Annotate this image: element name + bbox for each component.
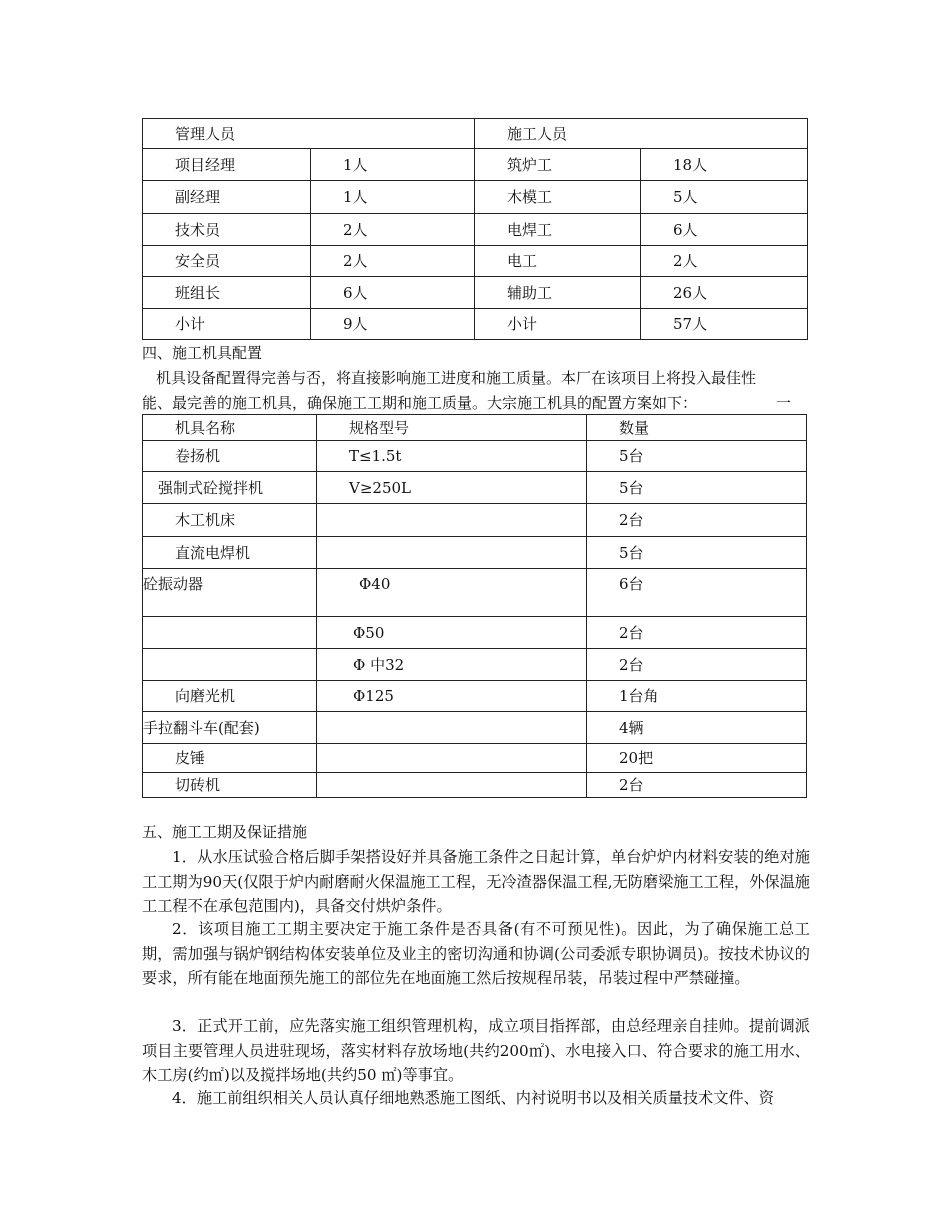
staff-count-cell: 18人 xyxy=(641,149,808,181)
table-row xyxy=(143,649,807,681)
staff-count-cell: 9人 xyxy=(311,309,475,340)
spec-cell: T≤1.5t xyxy=(317,441,587,472)
section5-paragraph-1: 1．从水压试验合格后脚手架搭设好并具备施工条件之日起计算，单台炉炉内材料安装的绝对施工工期为90天(仅限于炉内耐磨耐火保温施工工程，无冷渣器保温工程,无防磨梁施工工程，外保温施工工程不在承包范围内)，具备交付烘炉条件。 xyxy=(142,848,810,915)
machine-name-cell: 皮锤 xyxy=(143,744,317,773)
table-row xyxy=(143,504,807,537)
machine-name-cell: 木工机床 xyxy=(143,504,317,537)
spec-cell xyxy=(317,537,587,569)
staff-count-cell: 26人 xyxy=(641,277,808,309)
staff-count-cell: 2人 xyxy=(641,246,808,277)
table-row xyxy=(143,472,807,504)
machine-name-cell xyxy=(143,617,317,649)
staff-role-cell: 筑炉工 xyxy=(475,149,641,181)
table-row xyxy=(143,441,807,472)
staff-table xyxy=(142,118,808,340)
machine-name-cell: 手拉翻斗车(配套) xyxy=(143,712,317,744)
header-machine-name: 机具名称 xyxy=(143,415,317,441)
staff-role-cell: 电焊工 xyxy=(475,214,641,246)
table-row xyxy=(143,149,808,181)
spec-cell xyxy=(317,504,587,537)
staff-count-cell: 57人 xyxy=(641,309,808,340)
staff-role-cell: 辅助工 xyxy=(475,277,641,309)
section4-intro-line1: 机具设备配置得完善与否，将直接影响施工进度和施工质量。本厂在该项目上将投入最佳性 xyxy=(156,369,757,387)
quantity-cell: 6台 xyxy=(587,569,807,617)
table-row xyxy=(143,277,808,309)
equipment-table xyxy=(142,414,807,798)
staff-count-cell: 5人 xyxy=(641,181,808,214)
spec-cell: Φ40 xyxy=(317,569,587,617)
quantity-cell: 2台 xyxy=(587,649,807,681)
section5-paragraph-3: 3．正式开工前，应先落实施工组织管理机构，成立项目指挥部，由总经理亲自挂帅。提前调派项目主要管理人员进驻现场，落实材料存放场地(共约200㎡)、水电接入口、符合要求的施工用水、木工房(约㎡)以及搅拌场地(共约50 ㎡)等事宜。 xyxy=(142,1017,810,1084)
table-row xyxy=(143,214,808,246)
staff-role-cell: 木模工 xyxy=(475,181,641,214)
staff-count-cell: 2人 xyxy=(311,214,475,246)
quantity-cell: 5台 xyxy=(587,537,807,569)
machine-name-cell: 强制式砼搅拌机 xyxy=(143,472,317,504)
section5-heading: 五、施工工期及保证措施 xyxy=(142,823,308,841)
spec-cell xyxy=(317,744,587,773)
table-row xyxy=(143,744,807,773)
spec-cell: Φ50 xyxy=(317,617,587,649)
quantity-cell: 5台 xyxy=(587,441,807,472)
table-row xyxy=(143,617,807,649)
quantity-cell: 2台 xyxy=(587,504,807,537)
staff-role-cell: 电工 xyxy=(475,246,641,277)
staff-role-cell: 副经理 xyxy=(143,181,311,214)
spec-cell xyxy=(317,712,587,744)
table-row xyxy=(143,246,808,277)
staff-role-cell: 项目经理 xyxy=(143,149,311,181)
staff-count-cell: 1人 xyxy=(311,181,475,214)
section4-heading: 四、施工机具配置 xyxy=(142,344,263,362)
header-quantity: 数量 xyxy=(587,415,807,441)
machine-name-cell: 卷扬机 xyxy=(143,441,317,472)
staff-role-cell: 班组长 xyxy=(143,277,311,309)
section4-intro-dash: 一 xyxy=(776,394,792,412)
equipment-table-header-row xyxy=(143,415,807,441)
table-row xyxy=(143,309,808,340)
section4-intro-line2: 能、最完善的施工机具，确保施工工期和施工质量。大宗施工机具的配置方案如下： xyxy=(142,394,698,412)
staff-count-cell: 1人 xyxy=(311,149,475,181)
staff-table-header-row xyxy=(143,119,808,149)
quantity-cell: 4辆 xyxy=(587,712,807,744)
section5-paragraph-4: 4．施工前组织相关人员认真仔细地熟悉施工图纸、内衬说明书以及相关质量技术文件、资 xyxy=(172,1089,774,1107)
machine-name-cell xyxy=(143,649,317,681)
spec-cell: Φ125 xyxy=(317,681,587,712)
spec-cell: Φ 中32 xyxy=(317,649,587,681)
staff-role-cell: 小计 xyxy=(143,309,311,340)
table-row xyxy=(143,712,807,744)
table-row xyxy=(143,569,807,617)
staff-role-cell: 技术员 xyxy=(143,214,311,246)
spec-cell: V≥250L xyxy=(317,472,587,504)
staff-count-cell: 6人 xyxy=(311,277,475,309)
machine-name-cell: 直流电焊机 xyxy=(143,537,317,569)
section5-paragraph-2: 2．该项目施工工期主要决定于施工条件是否具备(有不可预见性)。因此，为了确保施工总工期，需加强与锅炉钢结构体安装单位及业主的密切沟通和协调(公司委派专职协调员)。按技术协议的要求，所有能在地面预先施工的部位先在地面施工然后按规程吊装，吊装过程中严禁碰撞。 xyxy=(142,920,810,987)
quantity-cell: 2台 xyxy=(587,617,807,649)
staff-header-management: 管理人员 xyxy=(143,119,475,149)
table-row xyxy=(143,181,808,214)
staff-header-construction: 施工人员 xyxy=(475,119,808,149)
machine-name-cell: 切砖机 xyxy=(143,773,317,798)
machine-name-cell: 砼振动器 xyxy=(143,569,317,617)
machine-name-cell: 向磨光机 xyxy=(143,681,317,712)
header-spec-model: 规格型号 xyxy=(317,415,587,441)
table-row xyxy=(143,773,807,798)
quantity-cell: 5台 xyxy=(587,472,807,504)
staff-count-cell: 2人 xyxy=(311,246,475,277)
quantity-cell: 1台角 xyxy=(587,681,807,712)
spec-cell xyxy=(317,773,587,798)
table-row xyxy=(143,681,807,712)
staff-count-cell: 6人 xyxy=(641,214,808,246)
staff-role-cell: 小计 xyxy=(475,309,641,340)
quantity-cell: 20把 xyxy=(587,744,807,773)
table-row xyxy=(143,537,807,569)
staff-role-cell: 安全员 xyxy=(143,246,311,277)
quantity-cell: 2台 xyxy=(587,773,807,798)
